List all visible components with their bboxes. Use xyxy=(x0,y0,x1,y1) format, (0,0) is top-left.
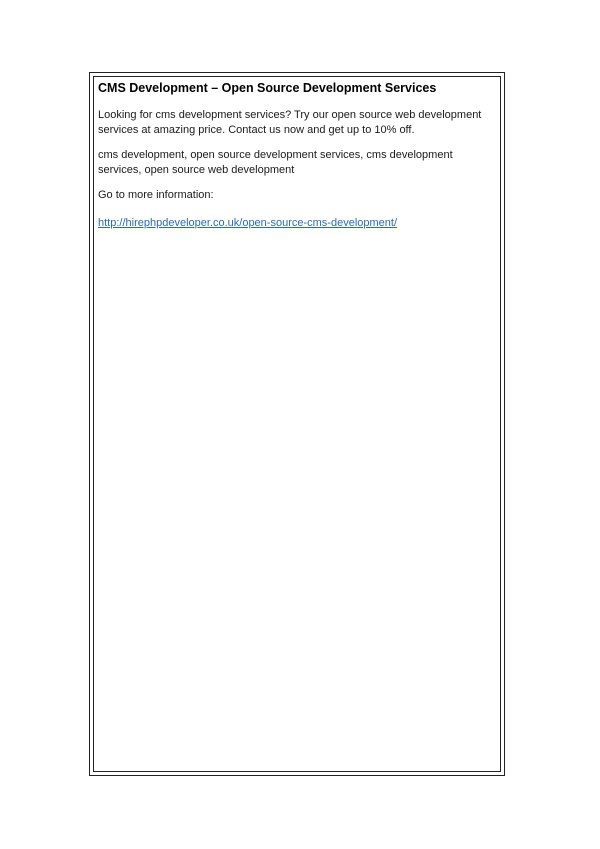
document-title: CMS Development – Open Source Development Services xyxy=(98,81,437,95)
document-body xyxy=(98,80,496,231)
more-info-label: Go to more information: xyxy=(98,189,214,201)
more-info-link[interactable]: http://hirephpdeveloper.co.uk/open-source-cms-development/ xyxy=(98,217,398,229)
keywords-paragraph: cms development, open source development services, cms development services, open source web development xyxy=(98,149,453,176)
intro-paragraph: Looking for cms development services? Try our open source web development services at amazing price. Contact us now and get up to 10% off. xyxy=(98,109,482,136)
